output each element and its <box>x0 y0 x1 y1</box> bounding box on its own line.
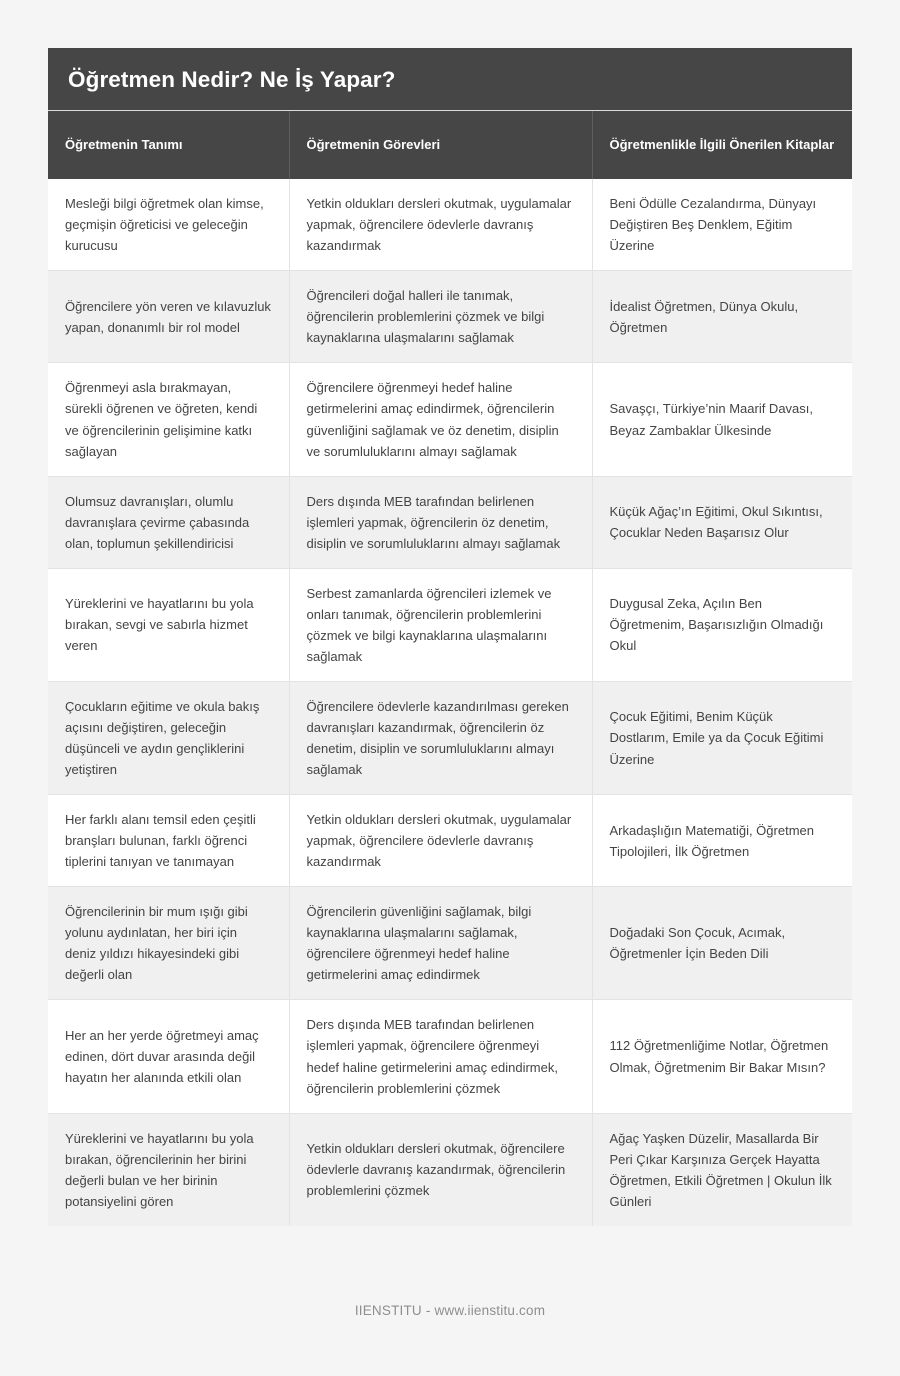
cell-definition: Yüreklerini ve hayatlarını bu yola bırakan, öğrencilerinin her birini değerli bulan ve her birinin potansiyelini gören <box>48 1113 289 1226</box>
cell-duties: Serbest zamanlarda öğrencileri izlemek ve onları tanımak, öğrencilerin problemlerini çözmek ve bilgi kaynaklarına ulaşmalarını sağlamak <box>289 568 592 681</box>
column-header-duties: Öğretmenin Görevleri <box>289 111 592 179</box>
cell-definition: Olumsuz davranışları, olumlu davranışlara çevirme çabasında olan, toplumun şekillendiricisi <box>48 476 289 568</box>
teacher-info-table-container <box>48 48 852 1226</box>
cell-definition: Her farklı alanı temsil eden çeşitli branşları bulunan, farklı öğrenci tiplerini tanıyan ve tanımayan <box>48 795 289 887</box>
cell-duties: Yetkin oldukları dersleri okutmak, öğrencilere ödevlerle davranış kazandırmak, öğrencilerin problemlerini çözmek <box>289 1113 592 1226</box>
cell-definition: Öğrencilere yön veren ve kılavuzluk yapan, donanımlı bir rol model <box>48 271 289 363</box>
cell-definition: Çocukların eğitime ve okula bakış açısını değiştiren, geleceğin düşünceli ve aydın gençliklerini yetiştiren <box>48 681 289 794</box>
table-header-row <box>48 111 852 179</box>
cell-books: Çocuk Eğitimi, Benim Küçük Dostlarım, Emile ya da Çocuk Eğitimi Üzerine <box>592 681 852 794</box>
cell-duties: Öğrencilerin güvenliğini sağlamak, bilgi kaynaklarına ulaşmalarını sağlamak, öğrencilere öğrenmeyi hedef haline getirmelerini amaç edindirmek <box>289 887 592 1000</box>
cell-books: Doğadaki Son Çocuk, Acımak, Öğretmenler İçin Beden Dili <box>592 887 852 1000</box>
cell-duties: Yetkin oldukları dersleri okutmak, uygulamalar yapmak, öğrencilere ödevlerle davranış kazandırmak <box>289 795 592 887</box>
cell-definition: Öğrencilerinin bir mum ışığı gibi yolunu aydınlatan, her biri için deniz yıldızı hikayesindeki gibi değerli olan <box>48 887 289 1000</box>
table-row <box>48 476 852 568</box>
cell-books: Ağaç Yaşken Düzelir, Masallarda Bir Peri Çıkar Karşınıza Gerçek Hayatta Öğretmen, Etkili Öğretmen | Okulun İlk Günleri <box>592 1113 852 1226</box>
table-head <box>48 111 852 179</box>
table-row <box>48 887 852 1000</box>
cell-books: Beni Ödülle Cezalandırma, Dünyayı Değiştiren Beş Denklem, Eğitim Üzerine <box>592 179 852 271</box>
cell-definition: Öğrenmeyi asla bırakmayan, sürekli öğrenen ve öğreten, kendi ve öğrencilerinin gelişimine katkı sağlayan <box>48 363 289 476</box>
cell-definition: Mesleği bilgi öğretmek olan kimse, geçmişin öğreticisi ve geleceğin kurucusu <box>48 179 289 271</box>
page-title: Öğretmen Nedir? Ne İş Yapar? <box>68 67 396 92</box>
cell-definition: Yüreklerini ve hayatlarını bu yola bırakan, sevgi ve sabırla hizmet veren <box>48 568 289 681</box>
cell-books: Küçük Ağaç’ın Eğitimi, Okul Sıkıntısı, Çocuklar Neden Başarısız Olur <box>592 476 852 568</box>
table-row <box>48 1113 852 1226</box>
cell-duties: Ders dışında MEB tarafından belirlenen işlemleri yapmak, öğrencilerin öz denetim, disiplin ve sorumluluklarını almayı sağlamak <box>289 476 592 568</box>
footer-attribution: IIENSTITU - www.iienstitu.com <box>354 1303 546 1318</box>
cell-duties: Yetkin oldukları dersleri okutmak, uygulamalar yapmak, öğrencilere ödevlerle davranış kazandırmak <box>289 179 592 271</box>
title-bar <box>48 48 852 111</box>
cell-definition: Her an her yerde öğretmeyi amaç edinen, dört duvar arasında değil hayatın her alanında etkili olan <box>48 1000 289 1113</box>
table-row <box>48 363 852 476</box>
cell-duties: Ders dışında MEB tarafından belirlenen işlemleri yapmak, öğrencilere öğrenmeyi hedef haline getirmelerini amaç edindirmek, öğrencilerin problemlerini çözmek <box>289 1000 592 1113</box>
cell-books: Duygusal Zeka, Açılın Ben Öğretmenim, Başarısızlığın Olmadığı Okul <box>592 568 852 681</box>
cell-books: Savaşçı, Türkiye’nin Maarif Davası, Beyaz Zambaklar Ülkesinde <box>592 363 852 476</box>
table-body <box>48 179 852 1226</box>
table-row <box>48 681 852 794</box>
cell-books: 112 Öğretmenliğime Notlar, Öğretmen Olmak, Öğretmenim Bir Bakar Mısın? <box>592 1000 852 1113</box>
table-row <box>48 1000 852 1113</box>
table-row <box>48 568 852 681</box>
cell-duties: Öğrencilere öğrenmeyi hedef haline getirmelerini amaç edindirmek, öğrencilerin güvenliğini sağlamak ve öz denetim, disiplin ve sorumluluklarını almayı sağlamak <box>289 363 592 476</box>
teacher-info-table <box>48 111 852 1226</box>
column-header-definition: Öğretmenin Tanımı <box>48 111 289 179</box>
column-header-books: Öğretmenlikle İlgili Önerilen Kitaplar <box>592 111 852 179</box>
cell-duties: Öğrencileri doğal halleri ile tanımak, öğrencilerin problemlerini çözmek ve bilgi kaynaklarına ulaşmalarını sağlamak <box>289 271 592 363</box>
table-row <box>48 179 852 271</box>
table-row <box>48 271 852 363</box>
cell-books: İdealist Öğretmen, Dünya Okulu, Öğretmen <box>592 271 852 363</box>
table-row <box>48 795 852 887</box>
cell-books: Arkadaşlığın Matematiği, Öğretmen Tipolojileri, İlk Öğretmen <box>592 795 852 887</box>
cell-duties: Öğrencilere ödevlerle kazandırılması gereken davranışları kazandırmak, öğrencilerin öz denetim, disiplin ve sorumluluklarını almayı sağlamak <box>289 681 592 794</box>
